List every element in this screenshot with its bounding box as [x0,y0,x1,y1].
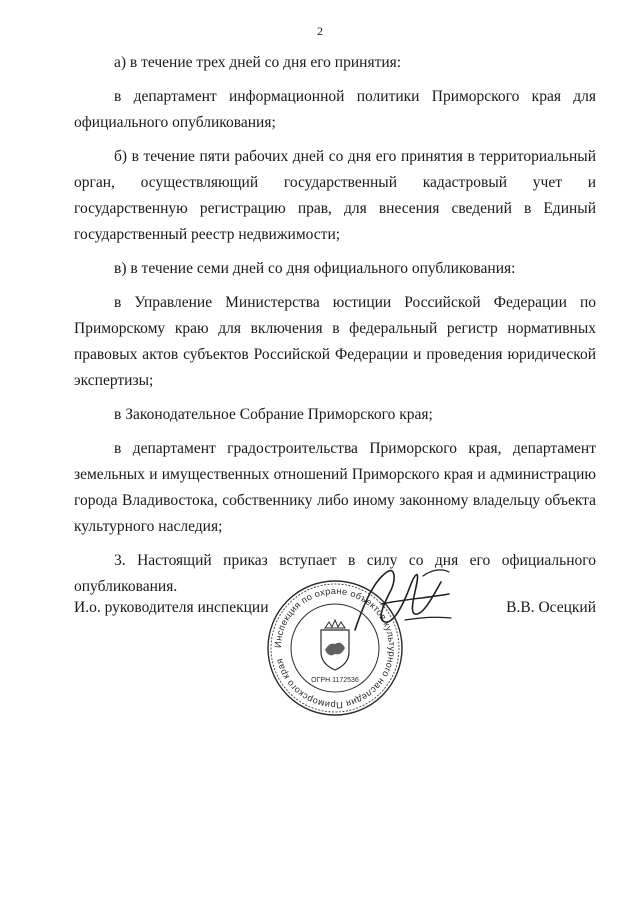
seal-ogrn: ОГРН 1172536 [311,677,359,684]
paragraph-v-justice: в Управление Министерства юстиции Российской Федерации по Приморскому краю для включения в федеральный регистр нормативных правовых актов субъектов Российской Федерации и проведения юридической экспертизы; [74,294,596,389]
paragraph-3: 3. Настоящий приказ вступает в силу со дня его официального опубликования. [74,552,596,595]
paragraph-b: б) в течение пяти рабочих дней со дня его принятия в территориальный орган, осуществляющий государственный кадастровый учет и государственную регистрацию прав, для внесения сведений в Единый государственный реестр недвижимости; [74,148,596,243]
paragraph-a: а) в течение трех дней со дня его принятия: [114,54,402,71]
seal-emblem-crown [325,620,345,628]
page-number: 2 [317,24,323,38]
paragraph-v-urban: в департамент градостроительства Приморского края, департамент земельных и имущественных отношений Приморского края и администрацию города Владивостока, собственнику либо иному законному владельцу объекта культурного наследия; [74,440,596,535]
handwritten-signature [345,560,455,650]
paragraph-v-assembly: в Законодательное Собрание Приморского края; [114,406,433,423]
paragraph-a-info-dept: в департамент информационной политики Приморского края для официального опубликования; [74,88,596,131]
seal-ring-text: Инспекция по охране объектов культурного наследия Приморского края [272,585,398,711]
seal-emblem-tiger [325,643,345,656]
signer-name: В.В. Осецкий [506,599,596,616]
signer-position: И.о. руководителя инспекции [74,599,269,616]
document-body [74,50,596,608]
paragraph-v: в) в течение семи дней со дня официального опубликования: [114,260,516,277]
